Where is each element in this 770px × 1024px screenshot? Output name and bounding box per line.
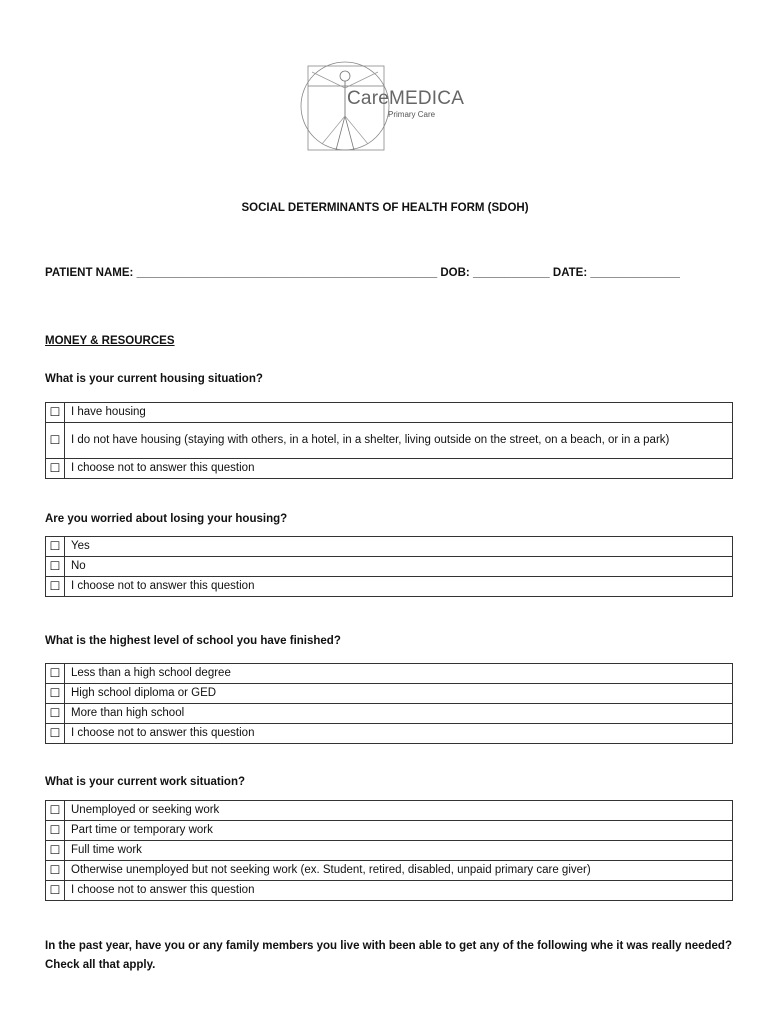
question-past-year-needs: In the past year, have you or any family members you live with been able to get any of the following whe it was really needed? Check all that apply. (45, 940, 732, 971)
checkbox[interactable]: ☐ (46, 881, 65, 901)
option-label: Full time work (65, 841, 733, 861)
section-money-resources: MONEY & RESOURCES (45, 335, 175, 347)
option-row (46, 403, 733, 423)
option-row (46, 861, 733, 881)
checkbox[interactable]: ☐ (46, 841, 65, 861)
question-housing-situation: What is your current housing situation? (45, 373, 263, 385)
option-label: I do not have housing (staying with others, in a hotel, in a shelter, living outside on the street, on a beach, or in a park) (65, 423, 733, 459)
checkbox[interactable]: ☐ (46, 684, 65, 704)
option-label: I choose not to answer this question (65, 459, 733, 479)
checkbox[interactable]: ☐ (46, 821, 65, 841)
option-label: Part time or temporary work (65, 821, 733, 841)
checkbox[interactable]: ☐ (46, 403, 65, 423)
worried-housing-options (45, 536, 733, 597)
option-label: I choose not to answer this question (65, 724, 733, 744)
option-row (46, 423, 733, 459)
option-row (46, 724, 733, 744)
checkbox[interactable]: ☐ (46, 459, 65, 479)
question-work-situation: What is your current work situation? (45, 776, 245, 788)
caremedica-logo (300, 58, 480, 156)
question-school-level: What is the highest level of school you have finished? (45, 635, 341, 647)
option-row (46, 841, 733, 861)
option-label: Yes (65, 537, 733, 557)
work-situation-options (45, 800, 733, 901)
option-label: Unemployed or seeking work (65, 801, 733, 821)
option-row (46, 557, 733, 577)
option-row (46, 821, 733, 841)
question-worried-housing: Are you worried about losing your housing? (45, 513, 288, 525)
option-label: High school diploma or GED (65, 684, 733, 704)
option-label: Less than a high school degree (65, 664, 733, 684)
option-label: I choose not to answer this question (65, 577, 733, 597)
checkbox[interactable]: ☐ (46, 704, 65, 724)
school-level-options (45, 663, 733, 744)
option-row (46, 684, 733, 704)
option-row (46, 459, 733, 479)
option-row (46, 537, 733, 557)
option-label: No (65, 557, 733, 577)
checkbox[interactable]: ☐ (46, 801, 65, 821)
option-row (46, 881, 733, 901)
logo-subtitle: Primary Care (388, 110, 436, 119)
option-label: I have housing (65, 403, 733, 423)
patient-info-line: PATIENT NAME: _______________________________________________ DOB: ____________ DATE: ______________ (45, 267, 680, 279)
checkbox[interactable]: ☐ (46, 537, 65, 557)
checkbox[interactable]: ☐ (46, 724, 65, 744)
checkbox[interactable]: ☐ (46, 557, 65, 577)
checkbox[interactable]: ☐ (46, 423, 65, 459)
option-label: Otherwise unemployed but not seeking work (ex. Student, retired, disabled, unpaid primary care giver) (65, 861, 733, 881)
logo-name: CareMEDICA (347, 88, 465, 109)
option-row (46, 577, 733, 597)
checkbox[interactable]: ☐ (46, 861, 65, 881)
option-label: I choose not to answer this question (65, 881, 733, 901)
option-row (46, 664, 733, 684)
form-title: SOCIAL DETERMINANTS OF HEALTH FORM (SDOH) (241, 202, 529, 214)
checkbox[interactable]: ☐ (46, 664, 65, 684)
option-row (46, 801, 733, 821)
option-label: More than high school (65, 704, 733, 724)
housing-situation-options (45, 402, 733, 479)
checkbox[interactable]: ☐ (46, 577, 65, 597)
option-row (46, 704, 733, 724)
